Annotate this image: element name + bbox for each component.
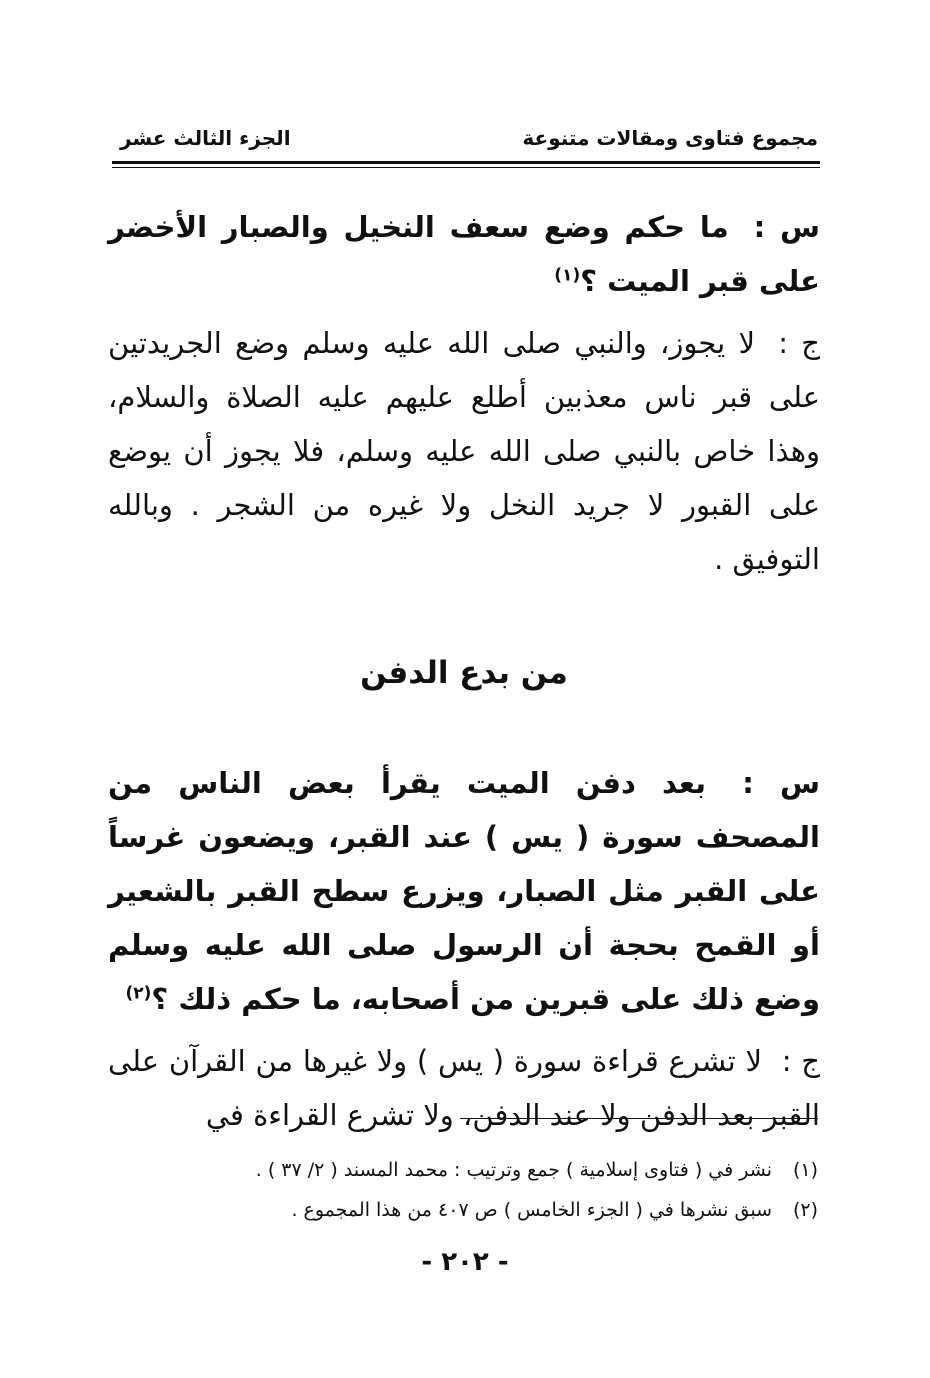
footnote-number: (٢) bbox=[792, 1199, 818, 1221]
qa-block-2 bbox=[108, 756, 820, 1142]
footnote-ref-2: (٢) bbox=[125, 983, 152, 1004]
question-text: ما حكم وضع سعف النخيل والصبار الأخضر على قبر الميت ؟ bbox=[108, 210, 820, 298]
book-title: مجموع فتاوى ومقالات متنوعة bbox=[522, 126, 818, 150]
qa-block-1 bbox=[108, 200, 820, 586]
question-marker: س : bbox=[753, 210, 820, 244]
answer-2 bbox=[108, 1034, 820, 1142]
footnote-number: (١) bbox=[792, 1159, 818, 1181]
header-rule bbox=[112, 161, 820, 164]
answer-marker: ج : bbox=[778, 326, 820, 360]
footnote-2 bbox=[112, 1190, 818, 1230]
question-marker: س : bbox=[742, 766, 820, 800]
page-body bbox=[108, 200, 820, 1142]
question-1 bbox=[108, 200, 820, 308]
answer-marker: ج : bbox=[781, 1044, 821, 1078]
running-header bbox=[112, 122, 818, 156]
footnote-ref-1: (١) bbox=[554, 265, 581, 286]
page-number: - ٢٠٢ - bbox=[421, 1247, 509, 1277]
footnotes bbox=[112, 1150, 818, 1230]
footnote-1 bbox=[112, 1150, 818, 1190]
section-title: من بدع الدفن bbox=[360, 655, 568, 691]
footnote-text: سبق نشرها في ( الجزء الخامس ) ص ٤٠٧ من هذا المجموع . bbox=[291, 1199, 772, 1221]
answer-text: لا تشرع قراءة سورة ( يس ) ولا غيرها من القرآن على القبر بعد الدفن ولا عند الدفن، ولا تشرع القراءة في bbox=[108, 1044, 820, 1132]
question-text: بعد دفن الميت يقرأ بعض الناس من المصحف سورة ( يس ) عند القبر، ويضعون غرساً على القبر مثل الصبار، ويزرع سطح القبر بالشعير أو القمح بحجة أن الرسول صلى الله عليه وسلم وضع ذلك على قبرين من أصحابه، ما حكم ذلك ؟ bbox=[108, 766, 820, 1016]
footnote-rule bbox=[460, 1118, 818, 1119]
question-2 bbox=[108, 756, 820, 1026]
volume-label: الجزء الثالث عشر bbox=[120, 126, 291, 150]
answer-text: لا يجوز، والنبي صلى الله عليه وسلم وضع الجريدتين على قبر ناس معذبين أطلع عليهم عليه الصلاة والسلام، وهذا خاص بالنبي صلى الله عليه وسلم، فلا يجوز أن يوضع على القبور لا جريد النخل ولا غيره من الشجر . وبالله التوفيق . bbox=[108, 326, 820, 576]
header-rule-thin bbox=[112, 167, 820, 168]
footnote-text: نشر في ( فتاوى إسلامية ) جمع وترتيب : محمد المسند ( ٢/ ٣٧ ) . bbox=[255, 1159, 772, 1181]
answer-1 bbox=[108, 316, 820, 586]
